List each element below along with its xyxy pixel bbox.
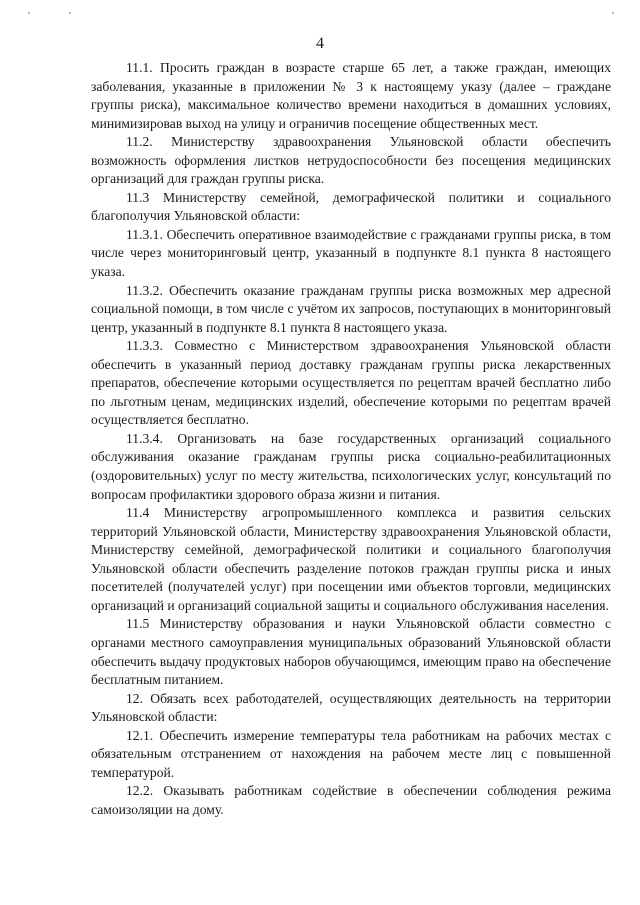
document-body [91,59,611,819]
scan-speck [69,12,71,14]
paragraph-11-5: 11.5 Министерству образования и науки Ульяновской области совместно с органами местного самоуправления муниципальных образований Ульяновской области обеспечить выдачу продуктовых наборов обучающимся, имеющим право на обеспечение бесплатным питанием. [91,616,611,688]
paragraph-11-3-2: 11.3.2. Обеспечить оказание гражданам группы риска возможных мер адресной социальной помощи, в том числе с учётом их запросов, поступающих в мониторинговый центр, указанный в подпункте 8.1 пункта 8 настоящего указа. [91,282,611,335]
paragraph-11-3-1: 11.3.1. Обеспечить оперативное взаимодействие с гражданами группы риска, в том числе через мониторинговый центр, указанный в подпункте 8.1 пункта 8 настоящего указа. [91,226,611,280]
scan-speck [28,12,30,14]
paragraph-11-3-3: 11.3.3. Совместно с Министерством здравоохранения Ульяновской области обеспечить в указанный период доставку гражданам группы риска лекарственных препаратов, обеспечение которыми осуществляется по рецептам врачей бесплатно либо по льготным ценам, медицинских изделий, обеспечение которыми по рецептам врачей осуществляется бесплатно. [91,338,611,428]
page-number: 4 [316,35,324,52]
paragraph-12-1: 12.1. Обеспечить измерение температуры тела работникам на рабочих местах с обязательным отстранением от нахождения на рабочем месте лиц с повышенной температурой. [91,727,611,780]
scan-speck [612,12,614,14]
paragraph-11-3-4: 11.3.4. Организовать на базе государственных организаций социального обслуживания оказание гражданам группы риска социально-реабилитационных (оздоровительных) услуг по месту жительства, психологических услуг, консультаций по вопросам профилактики здорового образа жизни и питания. [91,430,611,502]
paragraph-11-4: 11.4 Министерству агропромышленного комплекса и развития сельских территорий Ульяновской области, Министерству здравоохранения Ульяновской области, Министерству семейной, демографической политики и социального благополучия Ульяновской области обеспечить разделение потоков граждан группы риска и иных посетителей (получателей услуг) при посещении ими объектов торговли, медицинских организаций и организаций социальной защиты и социального обслуживания населения. [91,505,611,613]
paragraph-12-2: 12.2. Оказывать работникам содействие в обеспечении соблюдения режима самоизоляции на дому. [91,783,611,817]
paragraph-12: 12. Обязать всех работодателей, осуществляющих деятельность на территории Ульяновской области: [91,690,611,725]
paragraph-11-1: 11.1. Просить граждан в возрасте старше 65 лет, а также граждан, имеющих заболевания, указанные в приложении № 3 к настоящему указу (далее – граждане группы риска), максимальное количество времени находиться в домашних условиях, минимизировав выход на улицу и ограничив посещение общественных мест. [91,60,611,131]
paragraph-11-2: 11.2. Министерству здравоохранения Ульяновской области обеспечить возможность оформления листков нетрудоспособности без посещения медицинских организаций для граждан группы риска. [91,134,611,187]
paragraph-11-3: 11.3 Министерству семейной, демографической политики и социального благополучия Ульяновской области: [91,189,611,224]
